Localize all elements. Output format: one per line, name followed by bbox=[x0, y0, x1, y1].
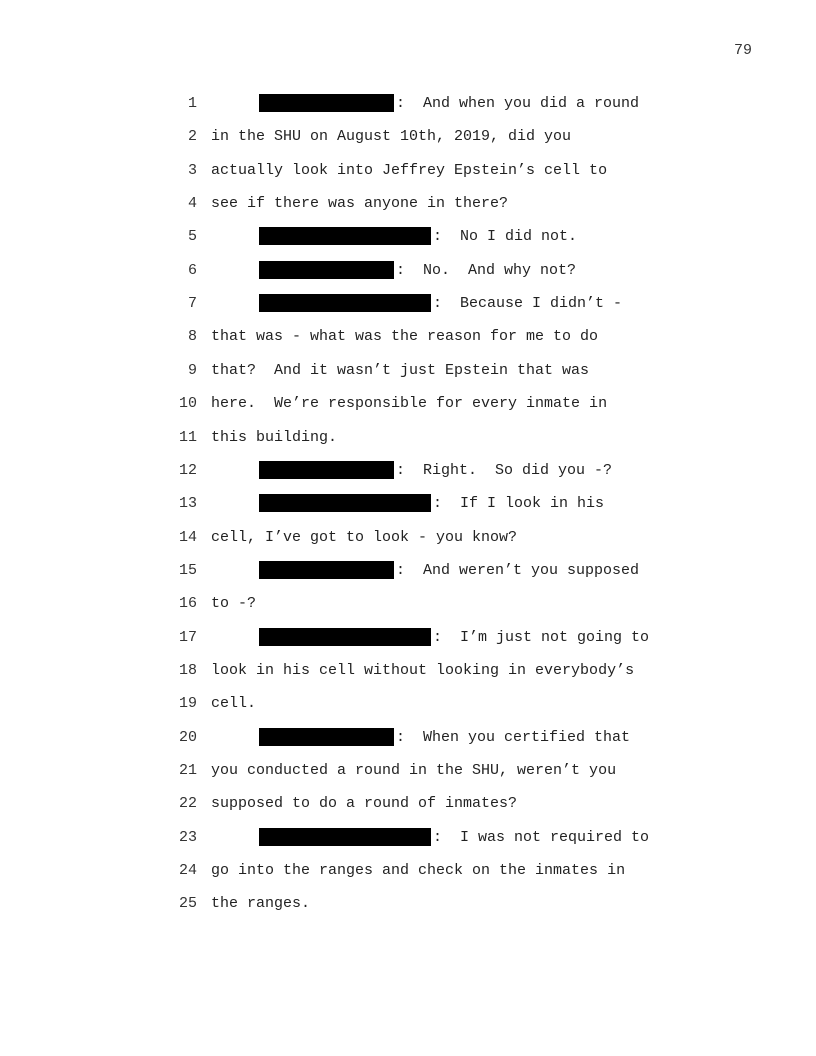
line-number: 18 bbox=[178, 661, 197, 679]
line-text: this building. bbox=[211, 428, 338, 446]
line-text: actually look into Jeffrey Epstein’s cell to bbox=[211, 161, 608, 179]
line-text: go into the ranges and check on the inmates in bbox=[211, 862, 626, 880]
line-number: 4 bbox=[187, 195, 197, 213]
line-number: 9 bbox=[187, 361, 197, 379]
transcript-line bbox=[0, 624, 816, 657]
line-text: the ranges. bbox=[211, 895, 311, 913]
transcript-line bbox=[0, 757, 816, 790]
transcript-line bbox=[0, 524, 816, 557]
line-number: 21 bbox=[178, 762, 197, 779]
redacted-speaker-name bbox=[259, 261, 394, 279]
redacted-speaker-name bbox=[259, 461, 394, 479]
transcript-line bbox=[0, 390, 816, 423]
redacted-speaker-name bbox=[259, 728, 394, 746]
line-number: 23 bbox=[178, 828, 197, 846]
line-text: in the SHU on August 10th, 2019, did you bbox=[211, 128, 572, 146]
line-text: : No. And why not? bbox=[396, 261, 577, 279]
line-text: cell. bbox=[211, 695, 257, 713]
transcript-line bbox=[0, 857, 816, 890]
line-text: : And weren’t you supposed bbox=[396, 561, 640, 579]
line-text: supposed to do a round of inmates? bbox=[211, 795, 518, 813]
line-number: 15 bbox=[178, 561, 197, 579]
line-number: 2 bbox=[187, 128, 197, 146]
transcript-line bbox=[0, 657, 816, 690]
transcript-line bbox=[0, 824, 816, 857]
transcript-line bbox=[0, 357, 816, 390]
transcript-line bbox=[0, 690, 816, 723]
line-number: 24 bbox=[178, 862, 197, 880]
transcript-line bbox=[0, 890, 816, 923]
line-number: 6 bbox=[187, 261, 197, 279]
redacted-speaker-name bbox=[259, 828, 431, 846]
line-text: : Right. So did you -? bbox=[396, 461, 613, 479]
line-text: : No I did not. bbox=[433, 228, 578, 246]
line-text: cell, I’ve got to look - you know? bbox=[211, 528, 518, 546]
line-text: that was - what was the reason for me to do bbox=[211, 328, 599, 346]
transcript-line bbox=[0, 724, 816, 757]
line-text: : Because I didn’t - bbox=[433, 295, 623, 313]
redacted-speaker-name bbox=[259, 294, 431, 312]
transcript-line bbox=[0, 123, 816, 156]
redacted-speaker-name bbox=[259, 94, 394, 112]
line-number: 10 bbox=[178, 395, 197, 413]
line-number: 12 bbox=[178, 461, 197, 479]
line-number: 5 bbox=[187, 228, 197, 246]
line-text: you conducted a round in the SHU, weren’t you bbox=[211, 762, 617, 779]
line-number: 1 bbox=[187, 95, 197, 112]
transcript-line bbox=[0, 90, 816, 123]
line-text: : When you certified that bbox=[396, 728, 631, 746]
redacted-speaker-name bbox=[259, 628, 431, 646]
line-number: 3 bbox=[187, 161, 197, 179]
transcript-line bbox=[0, 457, 816, 490]
transcript-line bbox=[0, 590, 816, 623]
line-number: 16 bbox=[178, 595, 197, 613]
line-number: 14 bbox=[178, 528, 197, 546]
line-number: 11 bbox=[178, 428, 197, 446]
redacted-speaker-name bbox=[259, 494, 431, 512]
line-text: to -? bbox=[211, 595, 257, 613]
line-text: look in his cell without looking in everybody’s bbox=[211, 661, 635, 679]
transcript-line bbox=[0, 424, 816, 457]
line-text: that? And it wasn’t just Epstein that was bbox=[211, 361, 590, 379]
transcript-line bbox=[0, 157, 816, 190]
transcript-line bbox=[0, 290, 816, 323]
transcript-line bbox=[0, 223, 816, 256]
line-number: 22 bbox=[178, 795, 197, 813]
transcript-line bbox=[0, 323, 816, 356]
transcript-line bbox=[0, 257, 816, 290]
line-number: 13 bbox=[178, 495, 197, 513]
line-number: 8 bbox=[187, 328, 197, 346]
line-text: : I was not required to bbox=[433, 828, 650, 846]
line-number: 25 bbox=[178, 895, 197, 913]
transcript-line bbox=[0, 490, 816, 523]
transcript-line bbox=[0, 557, 816, 590]
line-number: 19 bbox=[178, 695, 197, 713]
redacted-speaker-name bbox=[259, 227, 431, 245]
line-text: : And when you did a round bbox=[396, 95, 640, 112]
line-number: 17 bbox=[178, 628, 197, 646]
line-text: see if there was anyone in there? bbox=[211, 195, 509, 213]
transcript-line bbox=[0, 190, 816, 223]
line-text: : If I look in his bbox=[433, 495, 605, 513]
line-number: 7 bbox=[187, 295, 197, 313]
line-text: here. We’re responsible for every inmate in bbox=[211, 395, 608, 413]
line-number: 20 bbox=[178, 728, 197, 746]
redacted-speaker-name bbox=[259, 561, 394, 579]
transcript-line bbox=[0, 790, 816, 823]
page-number: 79 bbox=[734, 42, 753, 59]
line-text: : I’m just not going to bbox=[433, 628, 650, 646]
